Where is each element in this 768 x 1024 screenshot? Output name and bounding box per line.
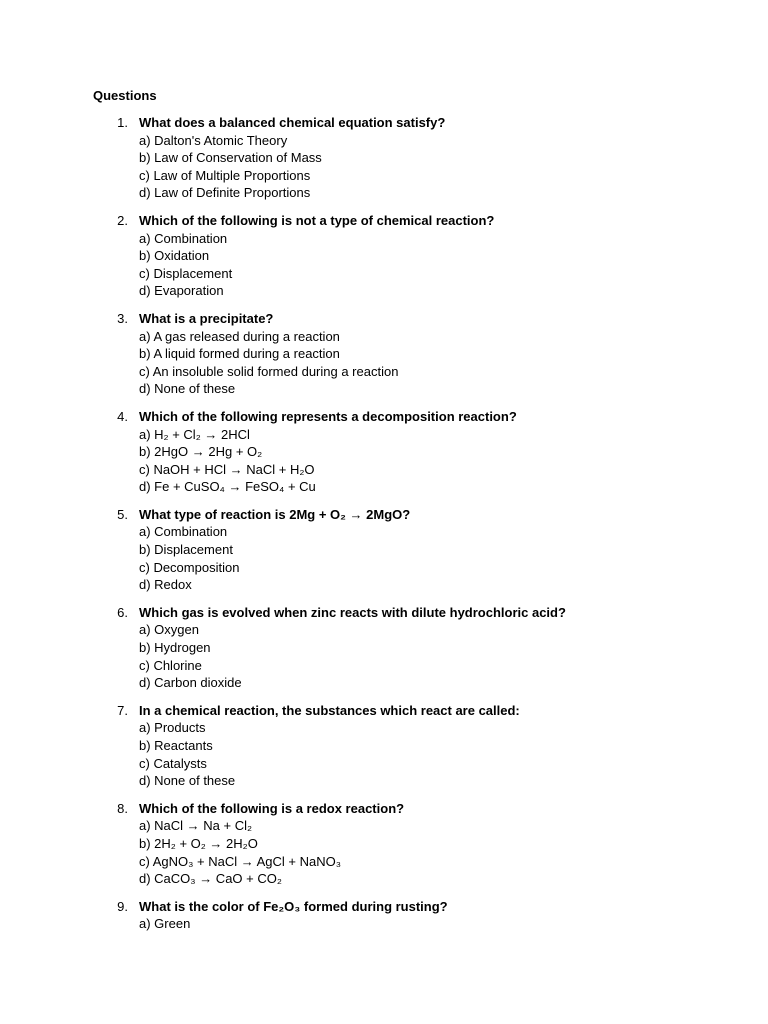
- option-c: c) Chlorine: [139, 657, 202, 673]
- question-number: 1.: [117, 115, 128, 130]
- option-c: c) Displacement: [139, 265, 233, 281]
- option-a: a) Green: [139, 916, 191, 932]
- option-b: b) Hydrogen: [139, 640, 211, 656]
- option-list: [0, 817, 768, 887]
- option-b: b) Law of Conservation of Mass: [139, 150, 322, 166]
- option-a: a) Dalton's Atomic Theory: [139, 132, 288, 148]
- question-item: [0, 506, 768, 594]
- option-list: [0, 426, 768, 496]
- question-text: In a chemical reaction, the substances which react are called:: [139, 702, 520, 718]
- question-number: 9.: [117, 898, 128, 914]
- option-a: a) Oxygen: [139, 622, 199, 638]
- option-list: [0, 719, 768, 789]
- option-c: c) AgNO₃ + NaCl → AgCl + NaNO₃: [139, 853, 342, 869]
- question-text: What is a precipitate?: [139, 310, 274, 326]
- option-d: d) None of these: [139, 381, 236, 397]
- option-b: b) Displacement: [139, 542, 233, 558]
- option-b: b) Reactants: [139, 738, 213, 753]
- option-list: [0, 230, 768, 300]
- option-list: [0, 915, 768, 933]
- option-b: b) 2HgO → 2Hg + O₂: [139, 444, 263, 460]
- option-d: d) Redox: [139, 577, 192, 593]
- option-b: b) A liquid formed during a reaction: [139, 346, 340, 362]
- question-item: [0, 898, 768, 933]
- question-item: [0, 800, 768, 888]
- option-d: d) CaCO₃ → CaO + CO₂: [139, 871, 282, 887]
- question-number: 5.: [117, 506, 128, 522]
- question-text: Which of the following is a redox reaction?: [139, 800, 405, 816]
- option-a: a) Combination: [139, 230, 228, 246]
- page-heading: Questions: [93, 88, 157, 103]
- option-a: a) Products: [139, 720, 206, 736]
- option-a: a) Combination: [139, 524, 228, 540]
- question-number: 8.: [117, 800, 128, 816]
- question-text: Which gas is evolved when zinc reacts with dilute hydrochloric acid?: [139, 604, 566, 620]
- option-b: b) 2H₂ + O₂ → 2H₂O: [139, 835, 258, 851]
- option-c: c) Decomposition: [139, 559, 240, 575]
- option-c: c) Law of Multiple Proportions: [139, 167, 311, 183]
- question-number: 7.: [117, 702, 128, 718]
- option-list: [0, 132, 768, 202]
- question-text: What type of reaction is 2Mg + O₂ → 2MgO?: [139, 506, 411, 522]
- option-d: d) Law of Definite Proportions: [139, 185, 311, 201]
- question-text: What does a balanced chemical equation satisfy?: [139, 115, 446, 130]
- question-number: 4.: [117, 408, 128, 424]
- option-c: c) Catalysts: [139, 755, 207, 771]
- question-text: Which of the following represents a decomposition reaction?: [139, 408, 517, 424]
- question-text: Which of the following is not a type of chemical reaction?: [139, 212, 495, 228]
- option-c: c) NaOH + HCl → NaCl + H₂O: [139, 461, 315, 477]
- question-item: [0, 212, 768, 300]
- option-a: a) A gas released during a reaction: [139, 328, 340, 344]
- question-item: [0, 114, 768, 202]
- option-d: d) Fe + CuSO₄ → FeSO₄ + Cu: [139, 479, 316, 495]
- option-a: a) NaCl → Na + Cl₂: [139, 818, 253, 834]
- option-list: [0, 621, 768, 691]
- option-d: d) Evaporation: [139, 283, 224, 299]
- question-list: [0, 114, 768, 943]
- option-list: [0, 523, 768, 593]
- option-c: c) An insoluble solid formed during a reaction: [139, 363, 399, 379]
- question-number: 6.: [117, 604, 128, 620]
- question-item: [0, 310, 768, 398]
- question-item: [0, 702, 768, 790]
- option-d: d) Carbon dioxide: [139, 675, 242, 691]
- question-item: [0, 604, 768, 692]
- question-number: 3.: [117, 310, 128, 326]
- option-list: [0, 328, 768, 398]
- option-d: d) None of these: [139, 773, 236, 789]
- question-text: What is the color of Fe₂O₃ formed during rusting?: [139, 898, 448, 914]
- question-item: [0, 408, 768, 496]
- question-number: 2.: [117, 212, 128, 228]
- option-b: b) Oxidation: [139, 248, 210, 264]
- option-a: a) H₂ + Cl₂ → 2HCl: [139, 426, 250, 442]
